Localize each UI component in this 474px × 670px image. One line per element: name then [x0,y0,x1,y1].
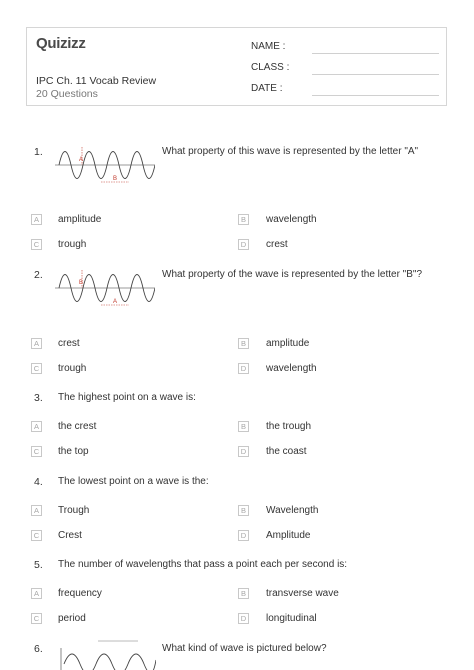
option-letter-box[interactable]: C [31,446,42,457]
figure-label-b: B [79,280,84,286]
date-line[interactable] [312,95,439,96]
question-3-option-b[interactable]: the trough [266,421,312,432]
name-label: NAME : [251,41,286,52]
option-letter-box[interactable]: C [31,363,42,374]
option-letter-box[interactable]: D [238,613,249,624]
question-3-option-c[interactable]: the top [58,446,89,457]
option-letter-box[interactable]: D [238,446,249,457]
option-letter-box[interactable]: C [31,239,42,250]
question-2-option-b[interactable]: amplitude [266,338,310,349]
option-letter-box[interactable]: A [31,214,42,225]
figure-label-a: A [113,299,118,305]
option-letter-box[interactable]: D [238,530,249,541]
option-letter-box[interactable]: A [31,505,42,516]
question-5-option-d[interactable]: longitudinal [266,613,317,624]
option-letter-box[interactable]: B [238,588,249,599]
question-5-number: 5. [34,559,43,571]
option-letter-box[interactable]: B [238,505,249,516]
question-4-option-b[interactable]: Wavelength [266,505,319,516]
name-line[interactable] [312,53,439,54]
figure-label-b: B [113,176,118,182]
question-6-number: 6. [34,643,43,655]
question-1-option-c[interactable]: trough [58,239,87,250]
question-4-option-c[interactable]: Crest [58,530,82,541]
question-5-option-c[interactable]: period [58,613,86,624]
question-2-number: 2. [34,269,43,281]
option-letter-box[interactable]: D [238,239,249,250]
option-letter-box[interactable]: B [238,214,249,225]
worksheet-subtitle: 20 Questions [36,88,98,100]
question-5-option-a[interactable]: frequency [58,588,102,599]
wave-diagram-q1 [55,142,155,188]
option-letter-box[interactable]: C [31,613,42,624]
question-4-number: 4. [34,476,43,488]
quizizz-logo: Quizizz [36,35,86,52]
question-3-number: 3. [34,392,43,404]
option-letter-box[interactable]: B [238,338,249,349]
question-2-text: What property of the wave is represented by the letter "B"? [162,269,423,280]
question-4-option-a[interactable]: Trough [58,505,90,516]
question-2-option-a[interactable]: crest [58,338,80,349]
option-letter-box[interactable]: C [31,530,42,541]
option-letter-box[interactable]: D [238,363,249,374]
question-1-number: 1. [34,146,43,158]
option-letter-box[interactable]: A [31,588,42,599]
date-label: DATE : [251,83,283,94]
question-1-option-b[interactable]: wavelength [266,214,317,225]
option-letter-box[interactable]: A [31,421,42,432]
question-4-text: The lowest point on a wave is the: [58,476,209,487]
question-5-option-b[interactable]: transverse wave [266,588,339,599]
question-1-option-d[interactable]: crest [266,239,288,250]
question-4-option-d[interactable]: Amplitude [266,530,311,541]
worksheet-title: IPC Ch. 11 Vocab Review [36,75,157,87]
wave-diagram-q2 [55,265,155,311]
class-line[interactable] [312,74,439,75]
worksheet-header [26,27,447,106]
question-2-option-c[interactable]: trough [58,363,87,374]
question-2-option-d[interactable]: wavelength [266,363,317,374]
question-5-text: The number of wavelengths that pass a point each per second is: [58,559,348,570]
question-1-option-a[interactable]: amplitude [58,214,102,225]
question-6-text: What kind of wave is pictured below? [162,643,327,654]
question-3-text: The highest point on a wave is: [58,392,196,403]
question-3-option-a[interactable]: the crest [58,421,97,432]
question-1-text: What property of this wave is represented by the letter "A" [162,146,419,157]
class-label: CLASS : [251,62,290,73]
option-letter-box[interactable]: B [238,421,249,432]
wave-diagram-q6 [58,638,156,670]
option-letter-box[interactable]: A [31,338,42,349]
question-3-option-d[interactable]: the coast [266,446,307,457]
figure-label-a: A [79,157,84,163]
